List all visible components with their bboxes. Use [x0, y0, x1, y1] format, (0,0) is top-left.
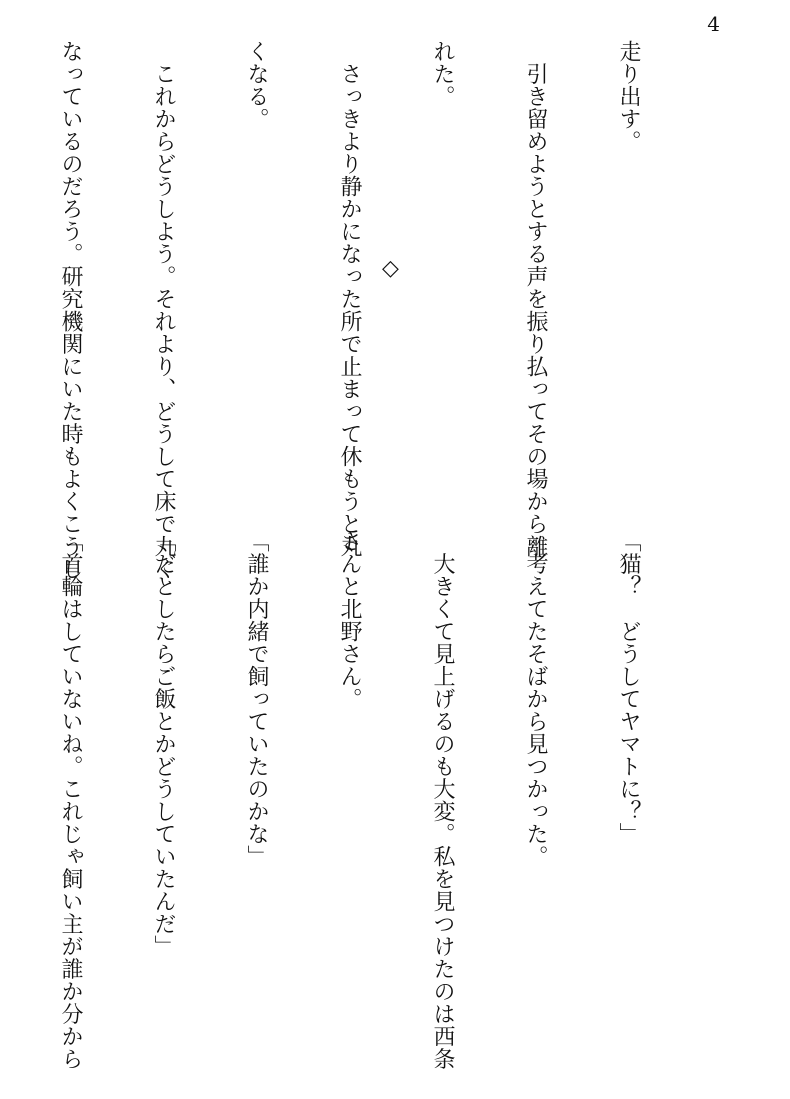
text-line: くなる。 — [244, 40, 269, 130]
lower-text-block — [0, 530, 706, 1070]
page-number: 4 — [707, 12, 720, 36]
text-line: 考えてたそばから見つかった。 — [523, 530, 548, 868]
text-line: さんと北野さん。 — [337, 530, 362, 710]
text-line: 引き留めようとする声を振り払ってその場から離 — [523, 40, 548, 558]
text-line: 大きくて見上げるのも大変。私を見つけたのは西条 — [430, 530, 455, 1070]
text-line: 「だとしたらご飯とかどうしていたんだ」 — [151, 530, 176, 958]
text-line: 「猫？ どうしてヤマトに？」 — [616, 530, 641, 845]
text-line: 走り出す。 — [616, 40, 641, 153]
upper-text-block — [0, 40, 706, 580]
text-line: なっているのだろう。研究機関にいた時もよくこうし — [58, 40, 83, 580]
text-line: これからどうしよう。それより、どうして床で丸く — [151, 40, 176, 580]
scene-break-diamond: ◇ — [382, 256, 399, 281]
text-line: さっきより静かになった所で止まって休もうと丸 — [337, 40, 362, 558]
text-line: 「誰か内緒で飼っていたのかな」 — [244, 530, 269, 868]
text-line: れた。 — [430, 40, 455, 108]
text-line: 「首輪はしていないね。これじゃ飼い主が誰か分から — [58, 530, 83, 1070]
